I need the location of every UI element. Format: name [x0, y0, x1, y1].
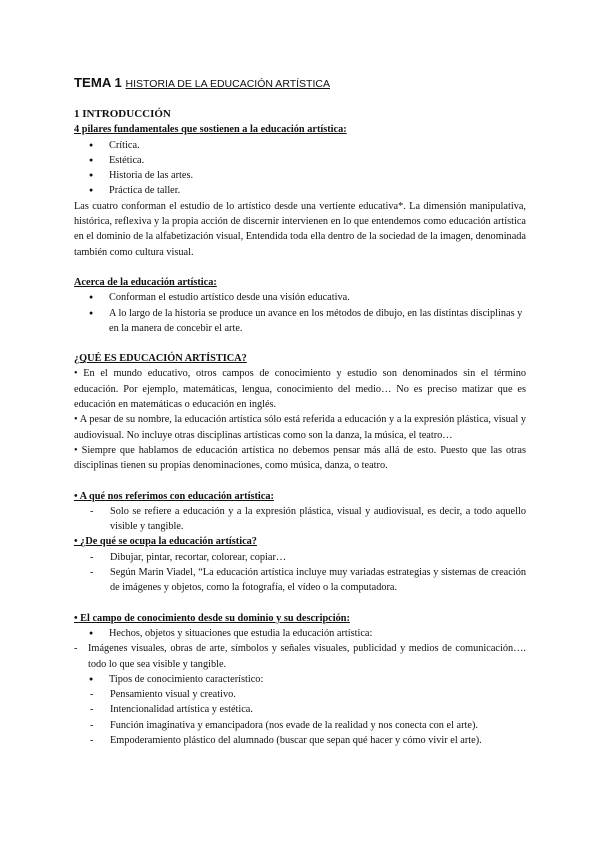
- occupy-heading: • ¿De qué se ocupa la educación artística?: [74, 536, 257, 548]
- list-item: ● Estética.: [89, 153, 526, 168]
- what-heading: ¿QUÉ ES EDUCACIÓN ARTÍSTICA?: [74, 353, 247, 365]
- list-item: - Según Marin Viadel, “La educación artística incluye muy variadas estrategias y sistemas de creación de imágenes y objetos, como la fotografía, el vídeo o la computadora.: [90, 565, 526, 596]
- pillars-list: [74, 138, 526, 199]
- field-heading: • El campo de conocimiento desde su dominio y su descripción:: [74, 612, 350, 624]
- field-bullet-2: [74, 672, 526, 687]
- what-paragraph-3: • Siempre que hablamos de educación artística no debemos pensar más allá de esto. Puesto que las otras disciplinas tienen su propias denominaciones, como música, danza, o teatro.: [74, 444, 526, 472]
- list-item: - Solo se refiere a educación y a la expresión plástica, visual y audiovisual, es decir, a todo aquello visible y tangible.: [90, 504, 526, 535]
- field-list: [74, 687, 526, 748]
- list-item: - Pensamiento visual y creativo.: [90, 687, 526, 702]
- list-item: - Dibujar, pintar, recortar, colorear, copiar…: [90, 550, 526, 565]
- pillars-heading: 4 pilares fundamentales que sostienen a la educación artística:: [74, 124, 347, 136]
- about-list: [74, 290, 526, 336]
- intro-paragraph: Las cuatro conforman el estudio de lo artístico desde una vertiente educativa*. La dimensión manipulativa, histórica, reflexiva y la propia acción de discernir intervienen en lo que entendemos como educación artística en el dominio de la alfabetización visual, Entendida toda ella dentro de la sociedad de la imagen, denominada también como cultura visual.: [74, 200, 526, 258]
- field-bullet-1: [74, 626, 526, 641]
- list-item: ● A lo largo de la historia se produce un avance en los métodos de dibujo, en las distintas disciplinas y en la manera de concebir el arte.: [89, 306, 526, 337]
- what-paragraph-1: • En el mundo educativo, otros campos de conocimiento y estudio son denominados sin el término educación. Por ejemplo, matemáticas, lengua, conocimiento del medio… No es preciso matizar que es educación en matemáticas o educación en inglés.: [74, 368, 526, 411]
- what-paragraph-2: • A pesar de su nombre, la educación artística sólo está referida a educación y a la expresión plástica, visual y audiovisual. No incluye otras disciplinas artísticas como son la danza, la música, el teatro…: [74, 414, 526, 441]
- refer-heading: • A qué nos referimos con educación artística:: [74, 490, 274, 502]
- document-title: [74, 74, 526, 93]
- list-item: - Intencionalidad artística y estética.: [90, 702, 526, 717]
- occupy-list: [74, 550, 526, 596]
- list-item: ● Práctica de taller.: [89, 183, 526, 198]
- intro-heading: 1 INTRODUCCIÓN: [74, 108, 171, 120]
- title-number: TEMA 1: [74, 75, 122, 90]
- document-page: [74, 74, 526, 748]
- list-item: ● Crítica.: [89, 138, 526, 153]
- list-item: ● Historia de las artes.: [89, 168, 526, 183]
- list-item: - Empoderamiento plástico del alumnado (buscar que sepan qué hacer y cómo vivir el arte).: [90, 733, 526, 748]
- list-item: - Función imaginativa y emancipadora (nos evade de la realidad y nos conecta con el arte).: [90, 718, 526, 733]
- list-item: ● Conforman el estudio artístico desde una visión educativa.: [89, 290, 526, 305]
- about-heading: Acerca de la educación artística:: [74, 276, 217, 288]
- refer-list: [74, 504, 526, 535]
- list-item: ● Tipos de conocimiento característico:: [89, 672, 526, 687]
- list-item: ● Hechos, objetos y situaciones que estudia la educación artística:: [89, 626, 526, 641]
- field-flat-dash: - Imágenes visuales, obras de arte, símbolos y señales visuales, publicidad y medios de comunicación…. todo lo que sea visible y tangible.: [74, 641, 526, 672]
- title-text: HISTORIA DE LA EDUCACIÓN ARTÍSTICA: [125, 78, 330, 90]
